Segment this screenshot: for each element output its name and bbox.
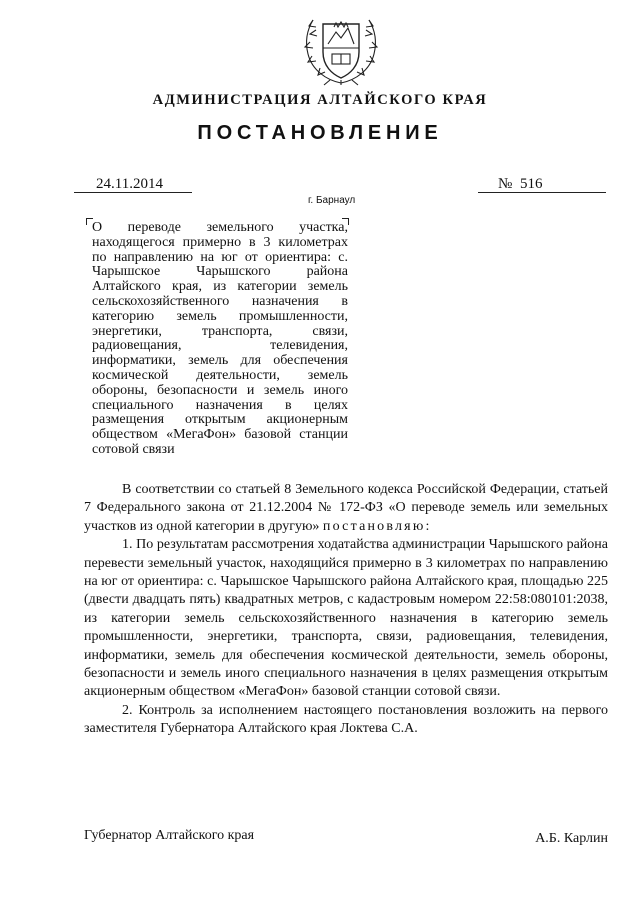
preamble-text: В соответствии со статьей 8 Земельного кодекса Российской Федерации, статьей 7 Федерального закона от 21.12.2004 № 172-ФЗ «О переводе земель или земельных участков из одной категории в другую» (84, 482, 608, 534)
item-2-paragraph: 2. Контроль за исполнением настоящего постановления возложить на первого заместителя Губернатора Алтайского края Локтева С.А. (84, 702, 608, 737)
coat-of-arms-icon (296, 10, 386, 86)
document-title: О переводе земельного участка, находящегося примерно в 3 километрах по направлению на юг от ориентира: с. Чарышское Чарышского района Алтайского края, из категории земель сельскохозяйственного назначения в категорию земель промышленности, энергетики, транспорта, связи, радиовещания, телевидения, информатики, земель для обеспечения космической деятельности, земель обороны, безопасности и земель иного специального назначения в целях размещения открытым акционерным обществом «МегаФон» базовой станции сотовой связи (92, 220, 348, 457)
signatory-name: А.Б. Карлин (535, 831, 608, 846)
item-1-paragraph: 1. По результатам рассмотрения ходатайства администрации Чарышского района перевести земельный участок, находящийся примерно в 3 километрах по направлению на юг от ориентира: с. Чарышское Чарышского района Алтайского края, площадью 225 (двести двадцать пять) квадратных метров, с кадастровым номером 22:58:080101:2038, из категории земель сельскохозяйственного назначения в категорию земель промышленности, энергетики, транспорта, связи, радиовещания, телевидения, информатики, земель для обеспечения космической деятельности, земель обороны, безопасности и земель иного специального назначения в целях размещения открытым акционерным обществом «МегаФон» базовой станции сотовой связи. (84, 537, 608, 700)
number-underline (478, 192, 606, 193)
document-type: ПОСТАНОВЛЕНИЕ (197, 122, 443, 144)
city-name: г. Барнаул (308, 195, 356, 206)
signatory-position: Губернатор Алтайского края (84, 828, 255, 843)
document-number: № 516 (498, 176, 543, 192)
decree-word: постановляю: (322, 518, 432, 534)
organization-name: АДМИНИСТРАЦИЯ АЛТАЙСКОГО КРАЯ (152, 92, 488, 108)
document-body (84, 481, 608, 739)
date-underline (74, 192, 192, 193)
preamble-paragraph (84, 481, 608, 536)
document-date: 24.11.2014 (96, 176, 163, 192)
